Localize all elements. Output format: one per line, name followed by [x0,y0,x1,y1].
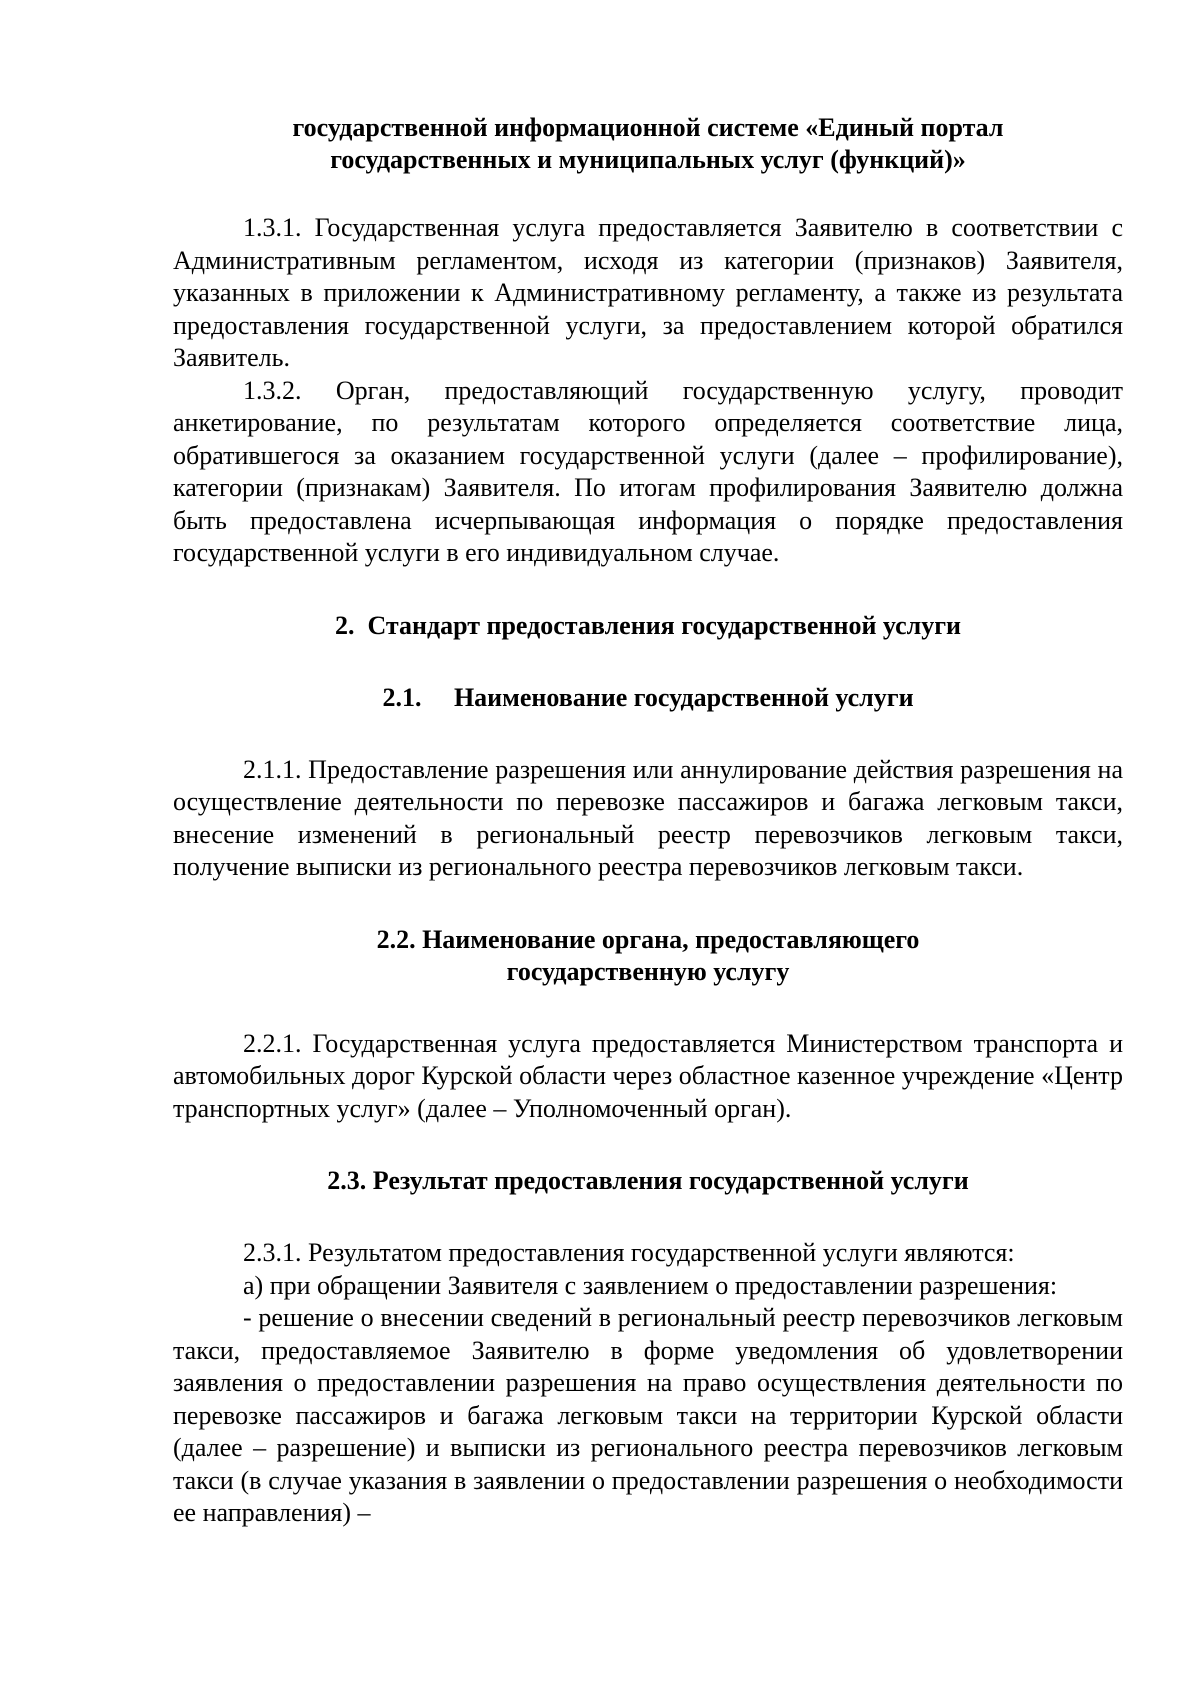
section-2-2-line-1: 2.2. Наименование органа, предоставляющего [376,924,920,954]
section-2-3-title: 2.3. Результат предоставления государственной услуги [327,1166,969,1195]
paragraph-2-3-1: 2.3.1. Результатом предоставления государственной услуги являются: [243,1238,1015,1267]
section-2-3-heading [173,1165,1123,1197]
section-2-1-title: 2.1. Наименование государственной услуги [382,682,914,712]
paragraph-2-1-1: 2.1.1. Предоставление разрешения или аннулирование действия разрешения на осуществление деятельности по перевозке пассажиров и багажа легковым такси, внесение изменений в региональный реестр перевозчиков легковым такси, получение выписки из регионального реестра перевозчиков легковым такси. [173,754,1123,881]
section-2-2-heading [173,924,1123,988]
paragraph-1-3-1: 1.3.1. Государственная услуга предоставляется Заявителю в соответствии с Административным регламентом, исходя из категории (признаков) Заявителя, указанных в приложении к Административному регламенту, а также из результата предоставления государственной услуги, за предоставлением которой обратился Заявитель. [173,213,1123,372]
paragraph-1-3-2: 1.3.2. Орган, предоставляющий государственную услугу, проводит анкетирование, по результатам которого определяется соответствие лица, обратившегося за оказанием государственной услуги (далее – профилирование), категории (признакам) Заявителя. По итогам профилирования Заявителю должна быть предоставлена исчерпывающая информация о порядке предоставления государственной услуги в его индивидуальном случае. [173,375,1123,567]
heading-top-line-1: государственной информационной системе «Единый портал [292,113,1004,142]
section-2-title: 2. Стандарт предоставления государственной услуги [334,610,962,640]
paragraph-2-3-1-a-item: - решение о внесении сведений в региональный реестр перевозчиков легковым такси, предоставляемое Заявителю в форме уведомления об удовлетворении заявления о предоставлении разрешения на право осуществления деятельности по перевозке пассажиров и багажа легковым такси на территории Курской области (далее – разрешение) и выписки из регионального реестра перевозчиков легковым такси (в случае указания в заявлении о предоставлении разрешения о необходимости ее направления) – [173,1303,1123,1527]
section-2-1-heading [173,682,1123,714]
paragraph-2-2-1: 2.2.1. Государственная услуга предоставляется Министерством транспорта и автомобильных дорог Курской области через областное казенное учреждение «Центр транспортных услуг» (далее – Уполномоченный орган). [173,1028,1123,1123]
heading-top [173,112,1123,176]
document-page [173,112,1123,1530]
section-2-2-line-2: государственную услугу [506,956,790,986]
paragraph-2-3-1-a: а) при обращении Заявителя с заявлением о предоставлении разрешения: [243,1270,1058,1300]
heading-top-line-2: государственных и муниципальных услуг (функций)» [330,145,966,174]
section-2-heading [173,610,1123,642]
